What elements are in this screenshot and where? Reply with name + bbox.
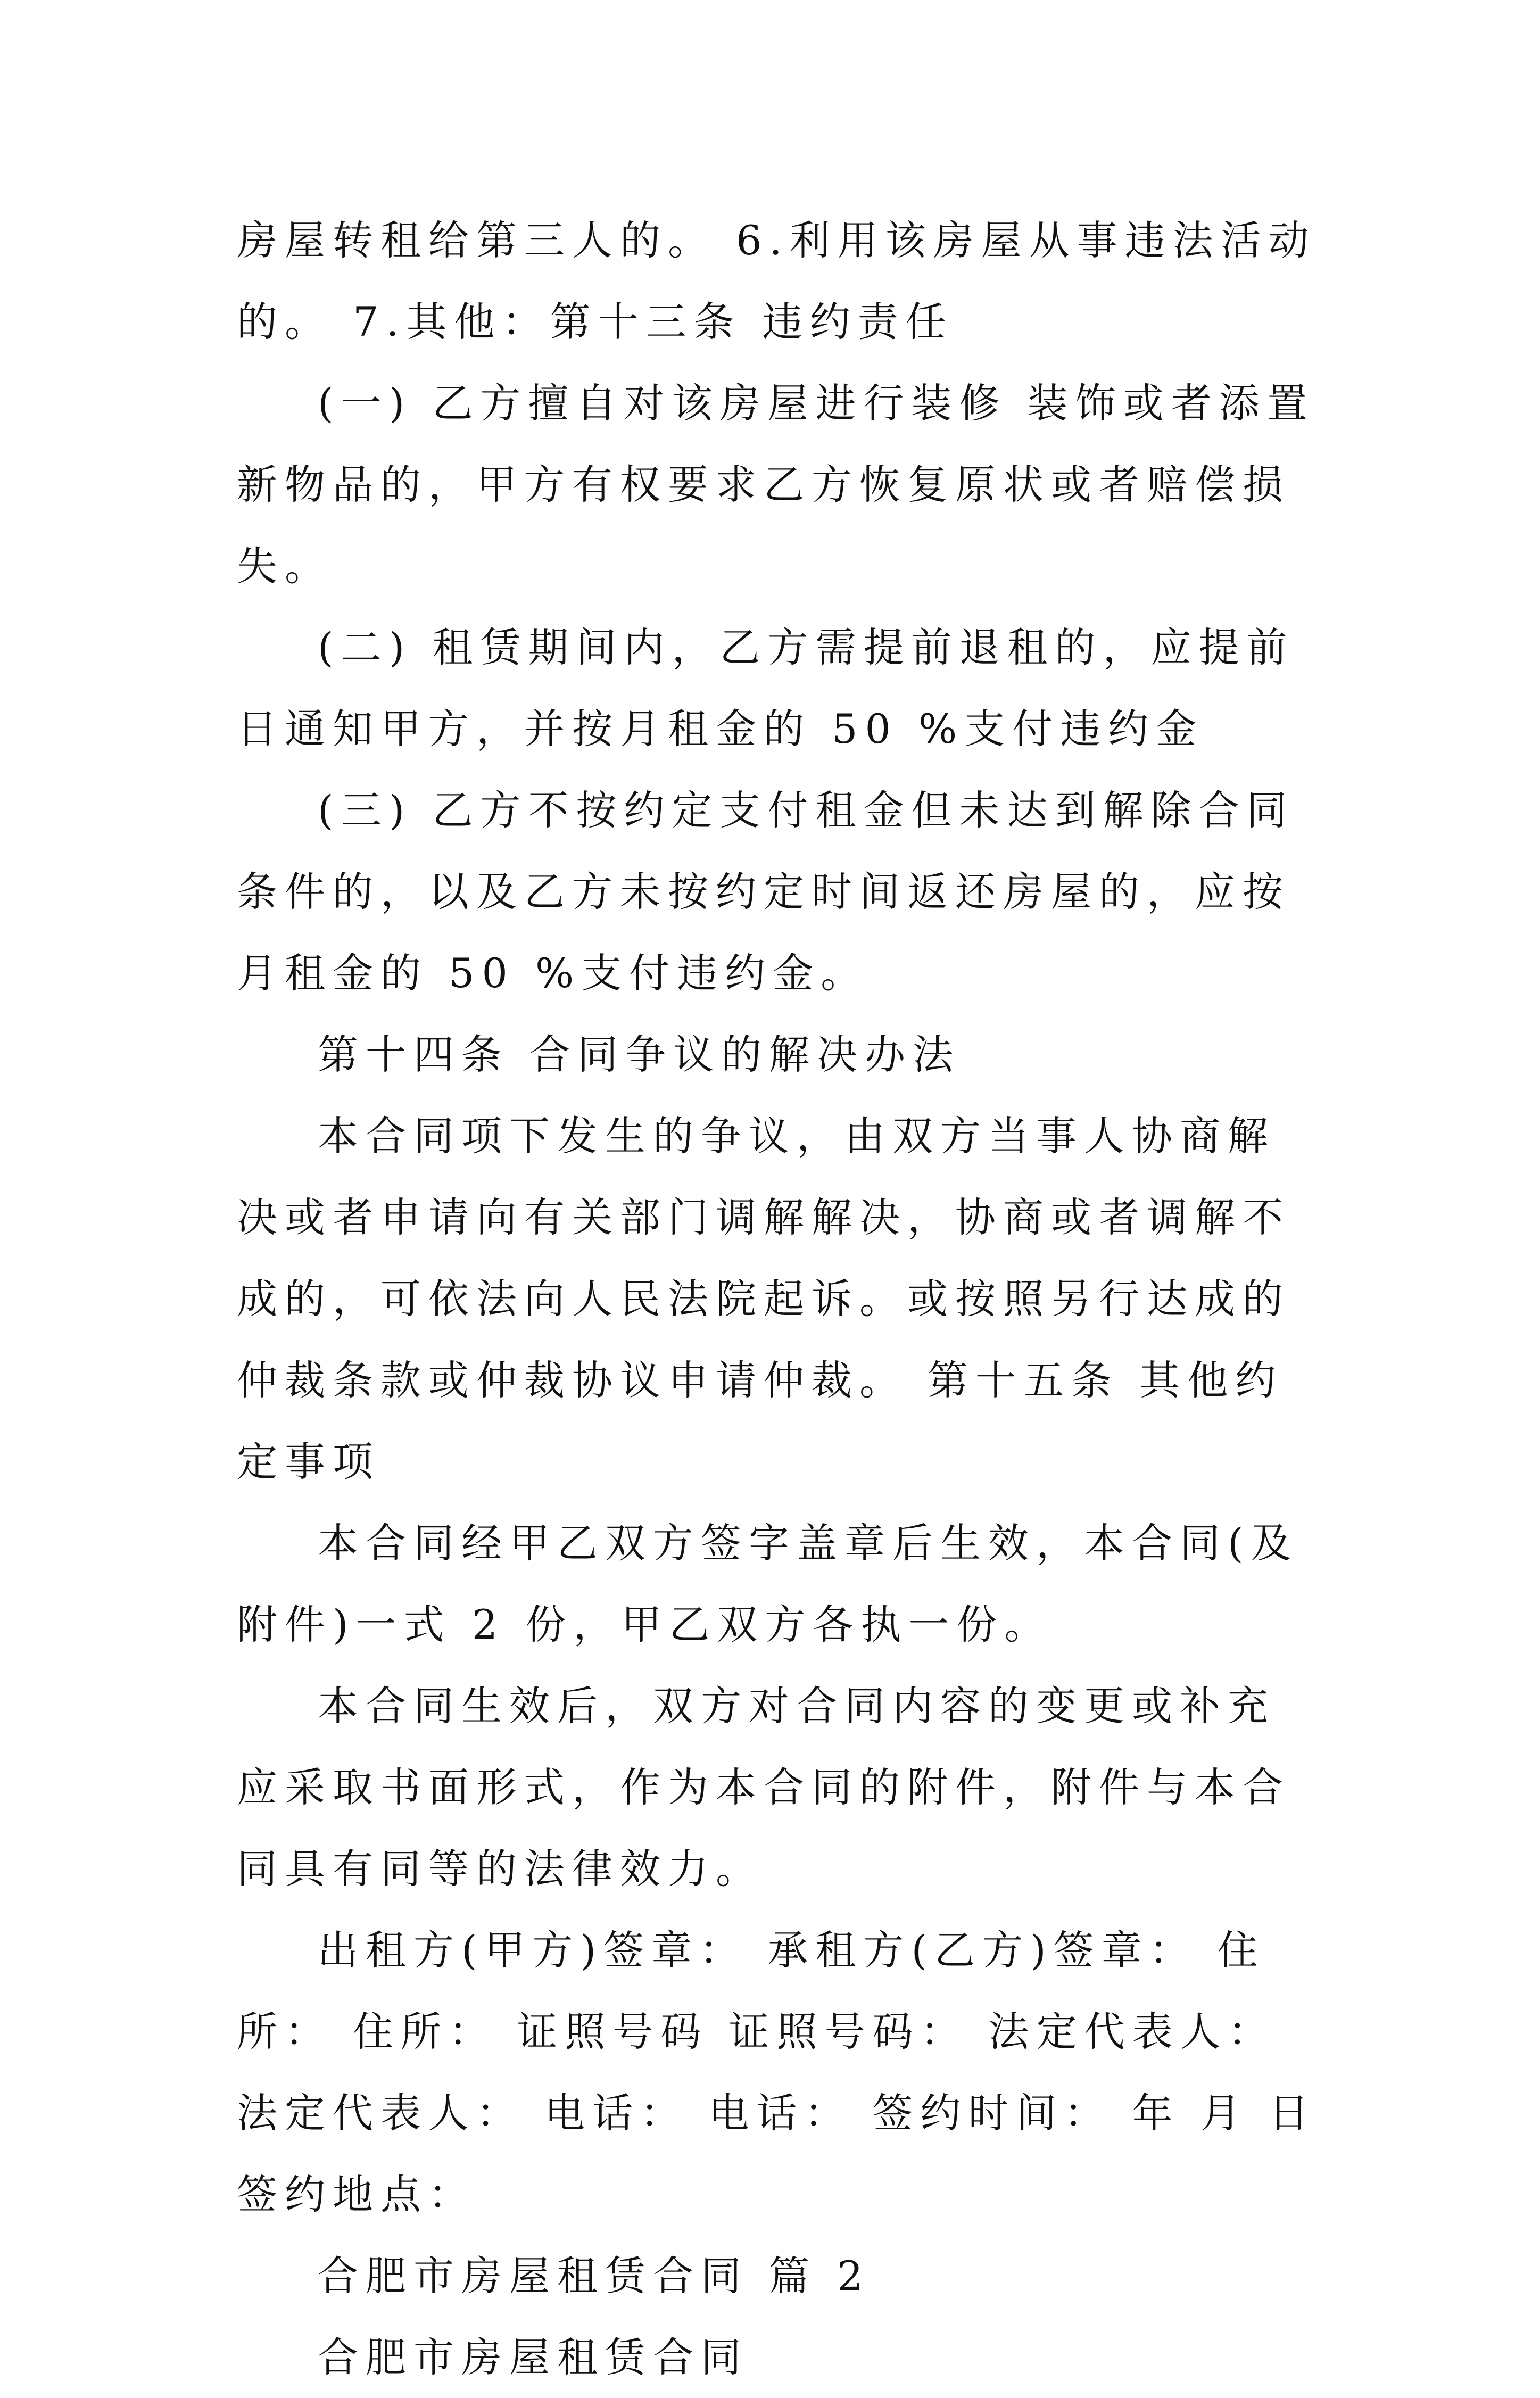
paragraph-dispute-resolution: 本合同项下发生的争议，由双方当事人协商解决或者申请向有关部门调解解决，协商或者调解不成的，可依法向人民法院起诉。或按照另行达成的仲裁条款或仲裁协议申请仲裁。 第十五条 其他约定事项	[237, 1112, 1290, 1485]
paragraph-amendments: 本合同生效后，双方对合同内容的变更或补充应采取书面形式，作为本合同的附件，附件与本合同具有同等的法律效力。	[237, 1682, 1290, 1892]
paragraph-signatures: 出租方(甲方)签章： 承租方(乙方)签章： 住所： 住所： 证照号码 证照号码： 法定代表人： 法定代表人： 电话： 电话： 签约时间： 年 月 日 签约地点：	[237, 1926, 1317, 2218]
document-title: 合肥市房屋租赁合同	[318, 2334, 749, 2381]
section-heading-part-2: 合肥市房屋租赁合同 篇 2	[318, 2252, 871, 2300]
paragraph-clause-3: (三) 乙方不按约定支付租金但未达到解除合同条件的，以及乙方未按约定时间返还房屋的，应按月租金的 50 %支付违约金。	[237, 787, 1295, 997]
paragraph-effectiveness: 本合同经甲乙双方签字盖章后生效，本合同(及附件)一式 2 份，甲乙双方各执一份。	[237, 1519, 1299, 1648]
document-body	[237, 200, 1320, 2398]
paragraph-clause-1: (一) 乙方擅自对该房屋进行装修 装饰或者添置新物品的，甲方有权要求乙方恢复原状或者赔偿损失。	[237, 379, 1315, 590]
article-14-heading: 第十四条 合同争议的解决办法	[318, 1031, 961, 1078]
paragraph-clause-2: (二) 租赁期间内，乙方需提前退租的，应提前日通知甲方，并按月租金的 50 %支付违约金	[237, 624, 1295, 753]
paragraph-continuation: 房屋转租给第三人的。 6.利用该房屋从事违法活动的。 7.其他：第十三条 违约责任	[237, 217, 1317, 345]
